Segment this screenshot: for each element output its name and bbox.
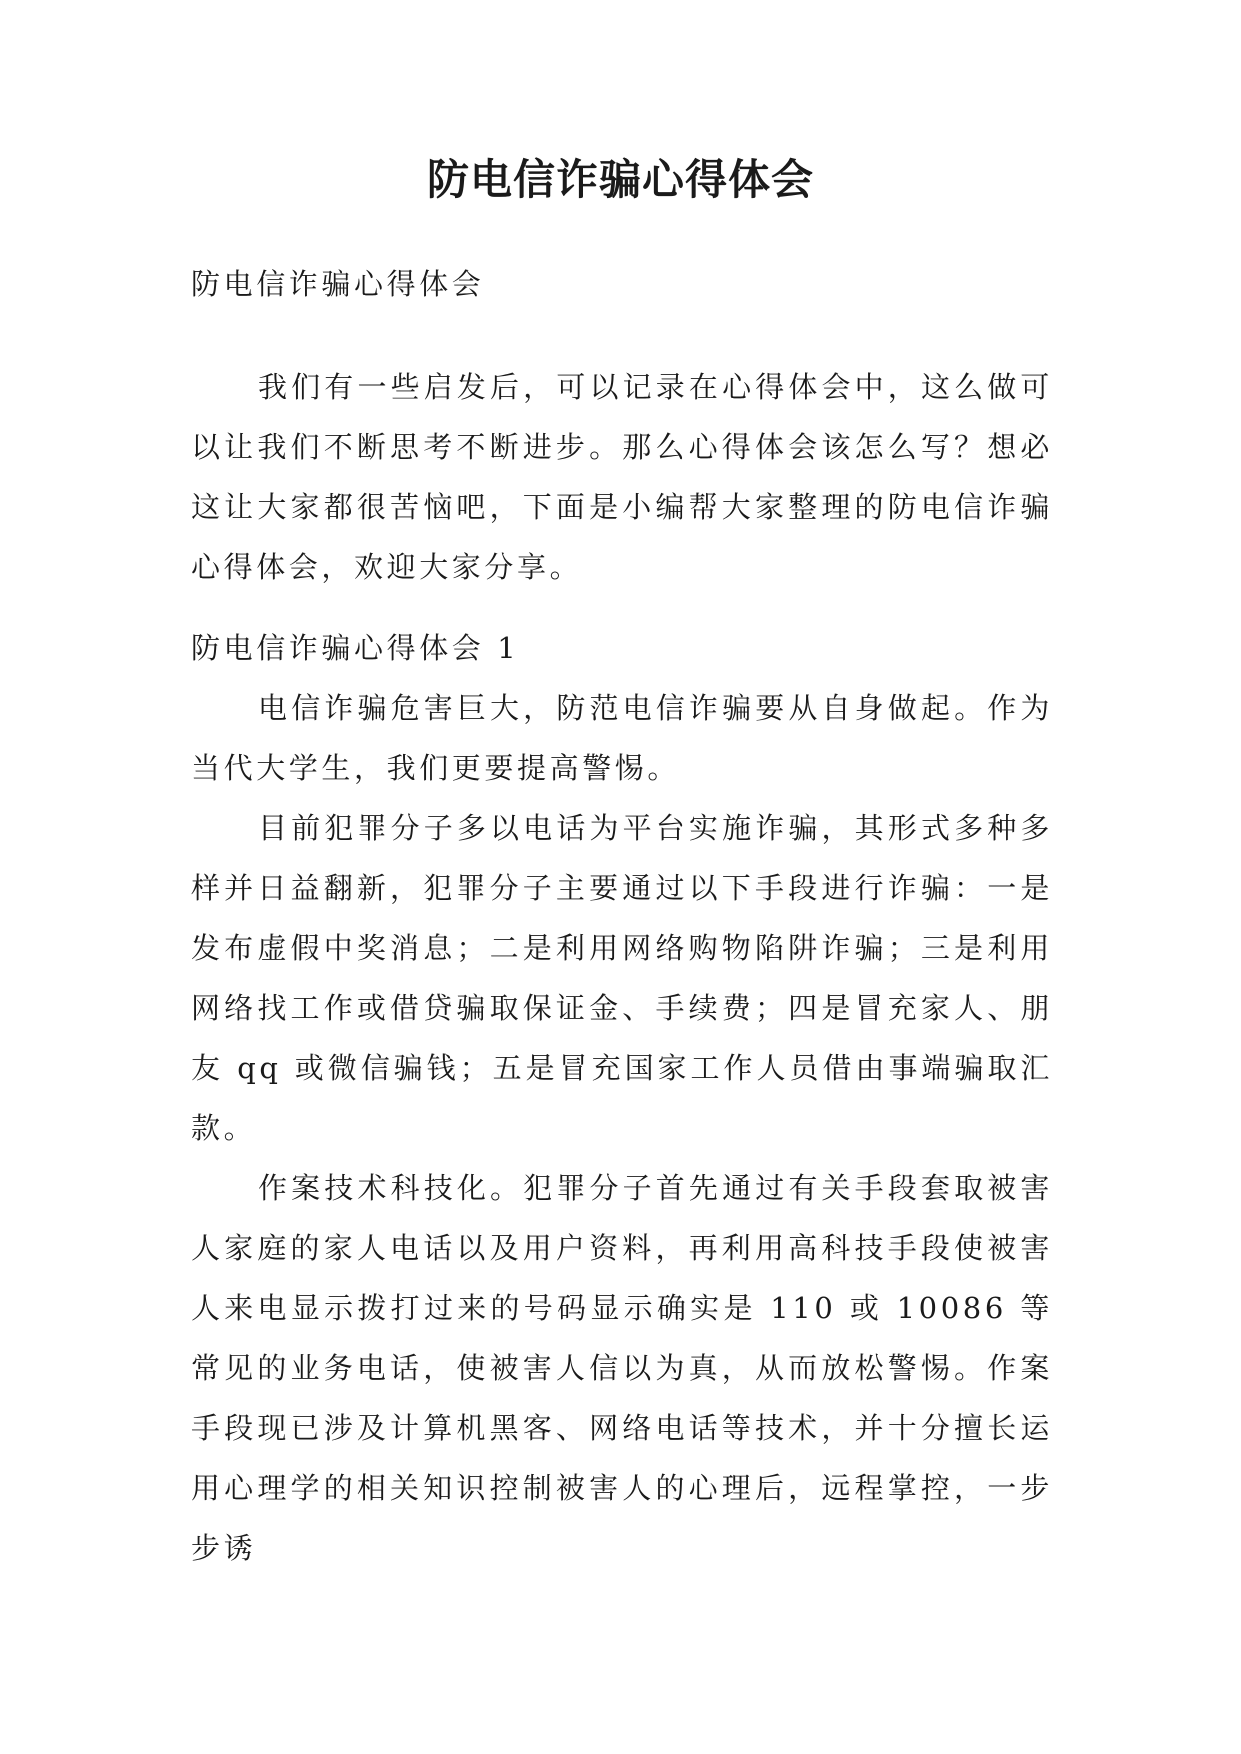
document-title: 防电信诈骗心得体会 (426, 155, 814, 204)
intro-paragraph: 我们有一些启发后，可以记录在心得体会中，这么做可以让我们不断思考不断进步。那么心得体会该怎么写？想必这让大家都很苦恼吧，下面是小编帮大家整理的防电信诈骗心得体会，欢迎大家分享。 (191, 370, 1053, 584)
section-heading: 防电信诈骗心得体会 1 (191, 631, 520, 665)
body-paragraph-1: 电信诈骗危害巨大，防范电信诈骗要从自身做起。作为当代大学生，我们更要提高警惕。 (191, 691, 1053, 785)
document-subtitle: 防电信诈骗心得体会 (191, 267, 485, 301)
body-paragraph-2: 目前犯罪分子多以电话为平台实施诈骗，其形式多种多样并日益翻新，犯罪分子主要通过以下手段进行诈骗：一是发布虚假中奖消息；二是利用网络购物陷阱诈骗；三是利用网络找工作或借贷骗取保证金、手续费；四是冒充家人、朋友 qq 或微信骗钱；五是冒充国家工作人员借由事端骗取汇款。 (191, 811, 1053, 1145)
intro-block (191, 357, 1053, 597)
document-subtitle-block (191, 254, 1053, 314)
body-paragraph-3: 作案技术科技化。犯罪分子首先通过有关手段套取被害人家庭的家人电话以及用户资料，再利用高科技手段使被害人来电显示拨打过来的号码显示确实是 110 或 10086 等常见的业务电话，使被害人信以为真，从而放松警惕。作案手段现已涉及计算机黑客、网络电话等技术，并十分擅长运用心理学的相关知识控制被害人的心理后，远程掌控，一步步诱 (191, 1171, 1053, 1565)
section-1 (191, 618, 1053, 1578)
